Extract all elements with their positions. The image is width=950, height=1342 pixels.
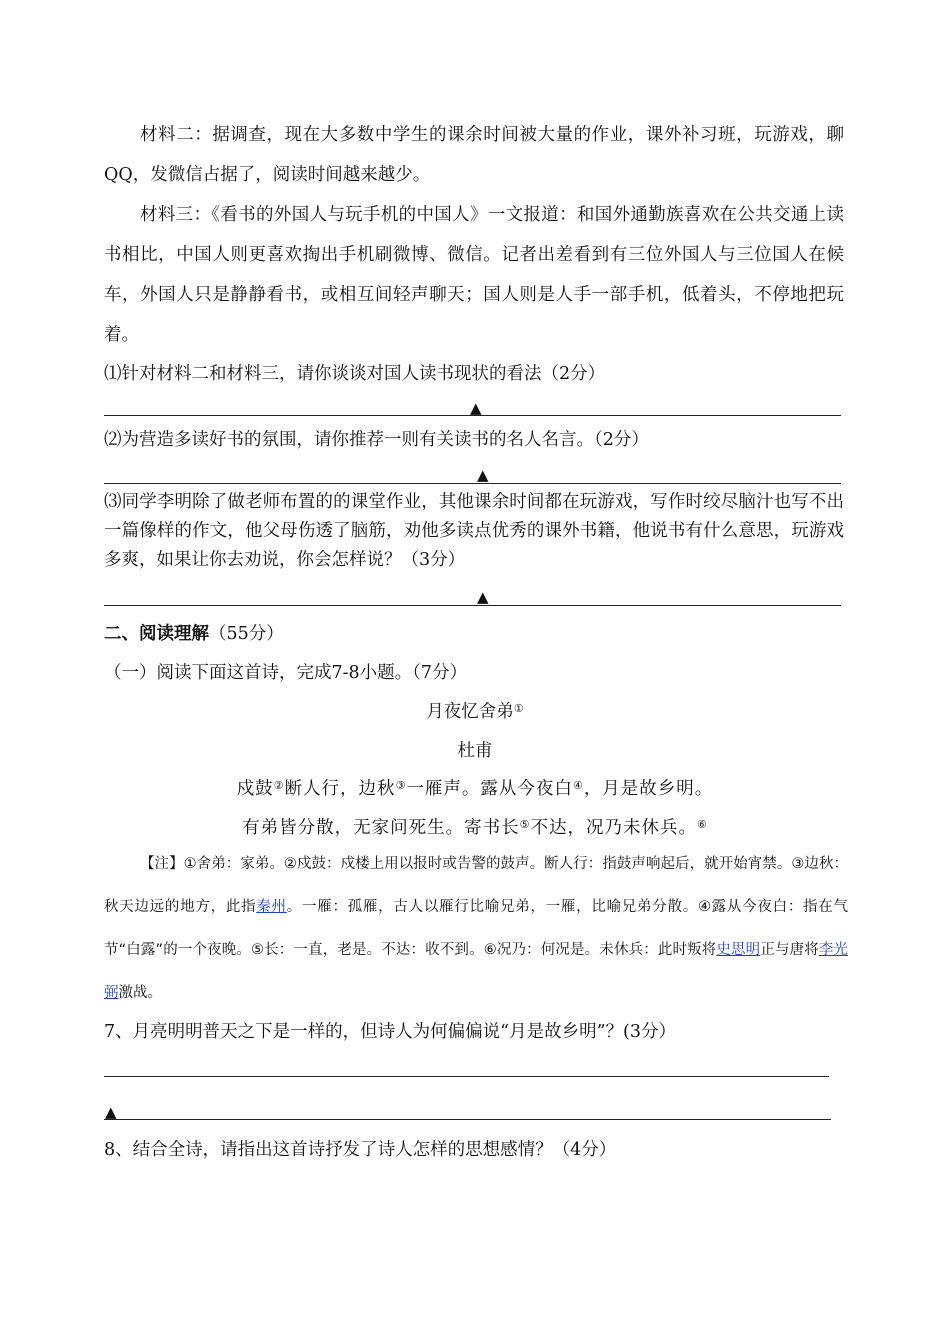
material-three: 材料三：《看书的外国人与玩手机的中国人》一文报道：和国外通勤族喜欢在公共交通上读书相比，中国人则更喜欢掏出手机刷微博、微信。记者出差看到有三位外国人与三位国人在候车，外国人只是静静看书，或相互间轻声聊天；国人则是人手一部手机，低着头，不停地把玩着。 [104, 205, 844, 345]
footnote-mark: ③ [395, 779, 407, 792]
question-2: ⑵为营造多读好书的氛围，请你推荐一则有关读书的名人名言。（2分） [104, 430, 649, 450]
answer-line-1[interactable] [104, 415, 841, 416]
link-qinzhou[interactable]: 秦州 [256, 899, 287, 915]
answer-line-7a[interactable] [104, 1076, 829, 1077]
answer-line-2[interactable] [104, 483, 841, 484]
answer-marker-3: ▲ [477, 588, 489, 606]
part-one-intro: （一）阅读下面这首诗，完成7-8小题。（7分） [104, 663, 468, 683]
poem-text: 有弟皆分散，无家问死生。寄书长 [242, 818, 520, 838]
answer-line-3[interactable] [104, 605, 841, 606]
section-score: （55分） [209, 624, 284, 644]
poem-notes [104, 843, 848, 1015]
poem-title-line [0, 700, 950, 724]
link-shi-siming[interactable]: 史思明 [716, 942, 761, 958]
note-text: 。一雁：孤雁，古人以雁行比喻兄弟，一雁，比喻兄弟分散。④露从今夜白：指在气节“白露”的一个夜晚。⑤长：一直，老是。不达：收不到。⑥况乃：何况是。未休兵：此时叛将 [104, 899, 849, 958]
poem-text: 戍鼓 [236, 779, 274, 799]
answer-marker-7: ▲ [105, 1103, 117, 1121]
material-two: 材料二：据调查，现在大多数中学生的课余时间被大量的作业，课外补习班，玩游戏，聊QQ，发微信占据了，阅读时间越来越少。 [104, 125, 844, 185]
question-7: 7、月亮明明普天之下是一样的，但诗人为何偏偏说“月是故乡明”？(3分） [104, 1022, 676, 1042]
poem-text: 一雁声。露从今夜白 [406, 779, 573, 799]
poem-line-1 [0, 777, 950, 801]
section-heading [104, 622, 284, 646]
question-3: ⑶同学李明除了做老师布置的的课堂作业，其他课余时间都在玩游戏，写作时绞尽脑汁也写不出一篇像样的作文，他父母伤透了脑筋，劝他多读点优秀的课外书籍，他说书有什么意思，玩游戏多爽，如果让你去劝说，你会怎样说？（3分） [104, 492, 844, 570]
poem-text: 不达，况乃未休兵。 [530, 818, 697, 838]
answer-marker-2: ▲ [477, 466, 489, 484]
section-title: 二、阅读理解 [104, 624, 209, 644]
poem-title: 月夜忆舍弟 [426, 702, 514, 722]
footnote-mark: ⑤ [519, 818, 531, 831]
answer-line-7b[interactable] [104, 1119, 831, 1120]
poem-author: 杜甫 [457, 741, 493, 761]
poem-text: ，月是故乡明。 [583, 779, 714, 799]
question-8: 8、结合全诗，请指出这首诗抒发了诗人怎样的思想感情？（4分） [104, 1140, 617, 1160]
note-text: 正与唐将 [760, 942, 819, 958]
answer-marker-1: ▲ [470, 399, 482, 417]
poem-line-2 [0, 816, 950, 840]
poem-title-note: ① [513, 702, 524, 715]
question-1: ⑴针对材料二和材料三，请你谈谈对国人读书现状的看法（2分） [104, 364, 606, 384]
poem-text: 断人行，边秋 [284, 779, 396, 799]
footnote-mark: ④ [572, 779, 584, 792]
footnote-mark: ② [273, 779, 285, 792]
link-li-guangbi[interactable]: 李光弼 [104, 942, 849, 1001]
footnote-mark: ⑥ [697, 818, 708, 831]
note-text: ①舍弟：家弟。②戍鼓：戍楼上用以报时或告警的鼓声。断人行：指鼓声响起后，就开始宵禁。③边秋：秋天边远的地方，此指 [104, 856, 848, 915]
note-text: 激战。 [118, 985, 162, 1001]
note-label: 【注】 [140, 856, 184, 872]
